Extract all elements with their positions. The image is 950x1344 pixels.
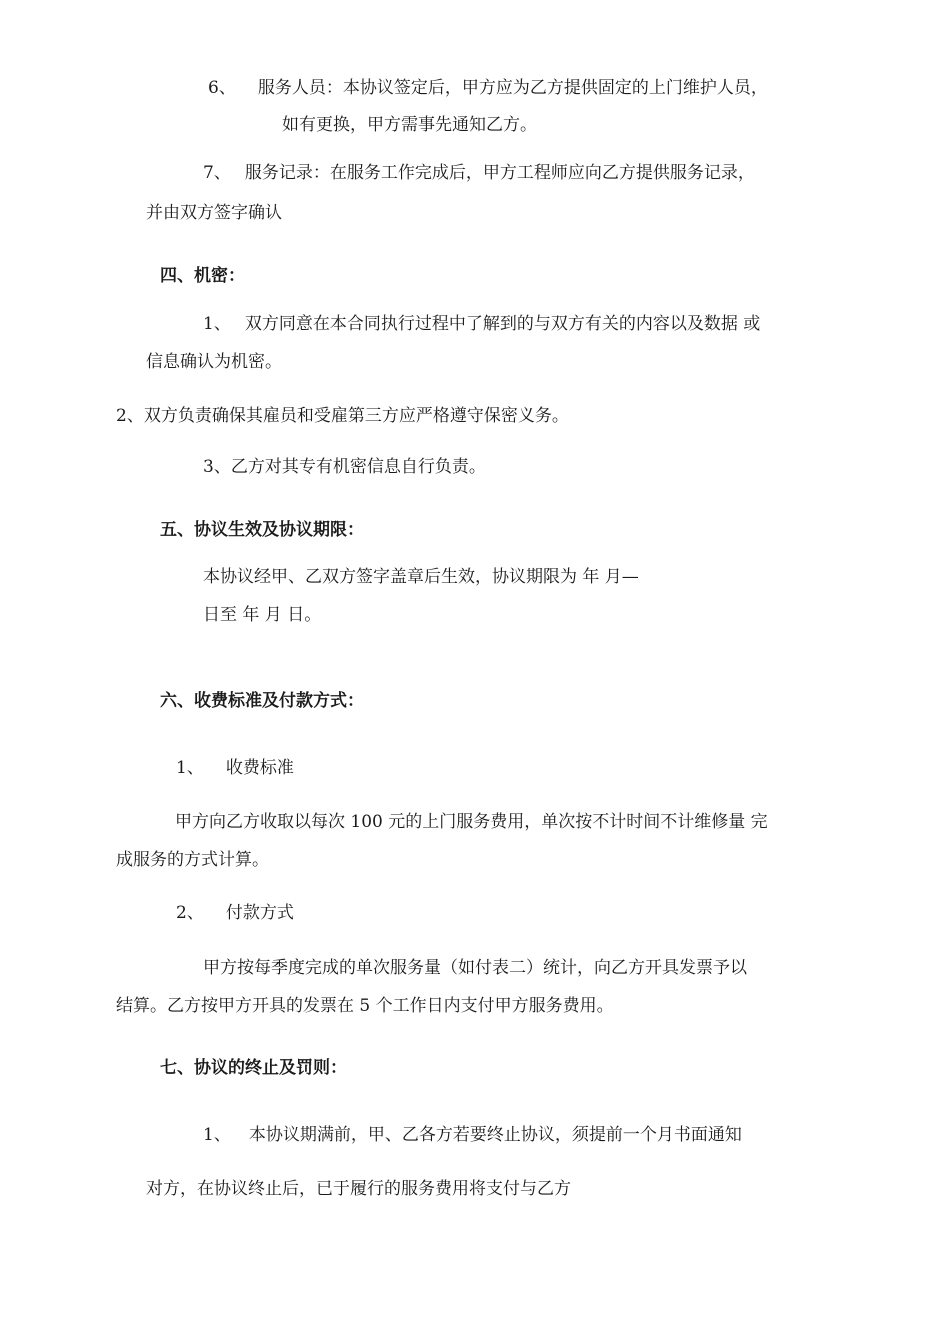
- section-6-item-1-line-1: 甲方向乙方收取以每次 100 元的上门服务费用，单次按不计时间不计维修量 完: [175, 812, 768, 832]
- item-7-number: 7、: [203, 163, 231, 183]
- section-6-item-1-title: 收费标准: [225, 758, 294, 778]
- item-6-line-2: 如有更换，甲方需事先通知乙方。: [282, 115, 537, 135]
- section-6-item-2-number: 2、: [176, 903, 204, 923]
- item-6-text: 服务人员：本协议签定后，甲方应为乙方提供固定的上门维护人员，: [257, 78, 768, 98]
- section-5-heading: 五、协议生效及协议期限：: [160, 520, 364, 540]
- section-7-item-1-line-1: [203, 1124, 742, 1146]
- item-6-line-1: [208, 77, 768, 99]
- section-4-heading: 四、机密：: [160, 266, 245, 286]
- item-7-line-2: 并由双方签字确认: [146, 203, 282, 223]
- section-4-item-1-number: 1、: [203, 314, 231, 334]
- section-6-item-2-line-1: 甲方按每季度完成的单次服务量（如付表二）统计，向乙方开具发票予以: [203, 958, 747, 978]
- section-7-item-1-text: 本协议期满前，甲、乙各方若要终止协议，须提前一个月书面通知: [248, 1125, 742, 1145]
- section-7-item-1-line-2: 对方，在协议终止后，已于履行的服务费用将支付与乙方: [146, 1179, 571, 1199]
- item-7-text: 服务记录：在服务工作完成后，甲方工程师应向乙方提供服务记录，: [244, 163, 755, 183]
- section-6-item-2-title: 付款方式: [225, 903, 294, 923]
- section-4-item-3: 3、乙方对其专有机密信息自行负责。: [203, 457, 486, 477]
- section-4-item-1-line-2: 信息确认为机密。: [146, 352, 282, 372]
- section-4-item-1-text: 双方同意在本合同执行过程中了解到的与双方有关的内容以及数据 或: [244, 314, 761, 334]
- section-4-item-1-line-1: [203, 313, 760, 335]
- section-4-item-2: 2、双方负责确保其雇员和受雇第三方应严格遵守保密义务。: [116, 406, 569, 426]
- section-6-item-1-number: 1、: [176, 758, 204, 778]
- section-6-item-2-header: [176, 902, 294, 924]
- section-5-line-1: 本协议经甲、乙双方签字盖章后生效，协议期限为 年 月—: [203, 567, 639, 587]
- item-6-number: 6、: [208, 78, 236, 98]
- section-6-item-2-line-2: 结算。乙方按甲方开具的发票在 5 个工作日内支付甲方服务费用。: [116, 996, 614, 1016]
- section-7-item-1-number: 1、: [203, 1125, 231, 1145]
- section-5-line-2: 日至 年 月 日。: [203, 605, 322, 625]
- item-7-line-1: [203, 162, 755, 184]
- section-7-heading: 七、协议的终止及罚则：: [160, 1058, 347, 1078]
- section-6-heading: 六、收费标准及付款方式：: [160, 691, 364, 711]
- section-6-item-1-header: [176, 757, 294, 779]
- section-6-item-1-line-2: 成服务的方式计算。: [116, 850, 269, 870]
